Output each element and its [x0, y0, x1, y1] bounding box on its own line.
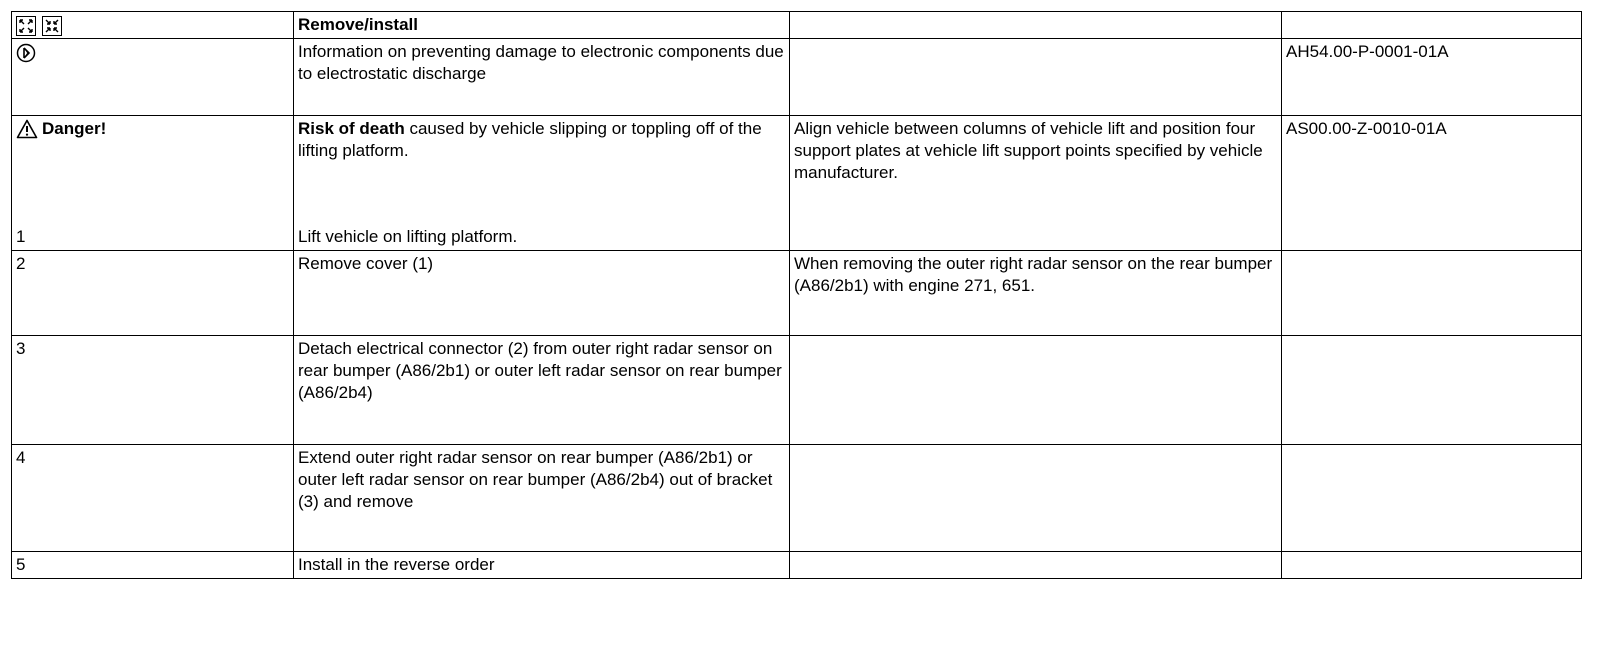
collapse-icon[interactable]: [42, 16, 62, 36]
step-reference: [1282, 336, 1582, 445]
step-number: 4: [12, 445, 294, 552]
danger-content-cell: [294, 116, 790, 251]
esd-info-row: [12, 39, 1582, 116]
step-text: Install in the reverse order: [294, 552, 790, 579]
header-row: [12, 12, 1582, 39]
step-number: 5: [12, 552, 294, 579]
esd-warning-icon: [16, 43, 36, 63]
danger-note: Align vehicle between columns of vehicle lift and position four support plates at vehicle lift support points specified by vehicle manufacturer.: [790, 116, 1282, 251]
step-note: When removing the outer right radar sensor on the rear bumper (A86/2b1) with engine 271, 651.: [790, 251, 1282, 336]
header-note-cell: [790, 12, 1282, 39]
step-text: Lift vehicle on lifting platform.: [298, 227, 518, 246]
step-row-5: [12, 552, 1582, 579]
esd-reference[interactable]: AH54.00-P-0001-01A: [1282, 39, 1582, 116]
step-note: [790, 445, 1282, 552]
step-row-4: [12, 445, 1582, 552]
step-reference: [1282, 552, 1582, 579]
danger-label-cell: [12, 116, 294, 251]
section-title: Remove/install: [294, 12, 790, 39]
step-reference: [1282, 251, 1582, 336]
step-text: Remove cover (1): [294, 251, 790, 336]
danger-step-row: [12, 116, 1582, 251]
header-ref-cell: [1282, 12, 1582, 39]
danger-label: [16, 118, 289, 140]
step-row-2: [12, 251, 1582, 336]
step-note: [790, 552, 1282, 579]
danger-text: Danger!: [42, 119, 107, 138]
warning-triangle-icon: [16, 119, 38, 139]
danger-reference[interactable]: AS00.00-Z-0010-01A: [1282, 116, 1582, 251]
procedure-table: [11, 11, 1582, 579]
danger-warning: [298, 118, 785, 162]
step-number: 3: [12, 336, 294, 445]
step-text: Detach electrical connector (2) from outer right radar sensor on rear bumper (A86/2b1) or outer left radar sensor on rear bumper (A86/2b4): [294, 336, 790, 445]
step-note: [790, 336, 1282, 445]
step-number: 2: [12, 251, 294, 336]
esd-icon-cell: [12, 39, 294, 116]
step-row-3: [12, 336, 1582, 445]
esd-info-text: Information on preventing damage to electronic components due to electrostatic discharge: [294, 39, 790, 116]
esd-note: [790, 39, 1282, 116]
step-text: Extend outer right radar sensor on rear bumper (A86/2b1) or outer left radar sensor on rear bumper (A86/2b4) out of bracket (3) and remove: [294, 445, 790, 552]
expand-icon[interactable]: [16, 16, 36, 36]
step-number: 1: [16, 227, 26, 246]
warning-bold: Risk of death: [298, 119, 405, 138]
step-reference: [1282, 445, 1582, 552]
view-toggle-cell: [12, 12, 294, 39]
warning-text: caused by vehicle slipping or toppling off of the lifting platform.: [298, 119, 762, 160]
